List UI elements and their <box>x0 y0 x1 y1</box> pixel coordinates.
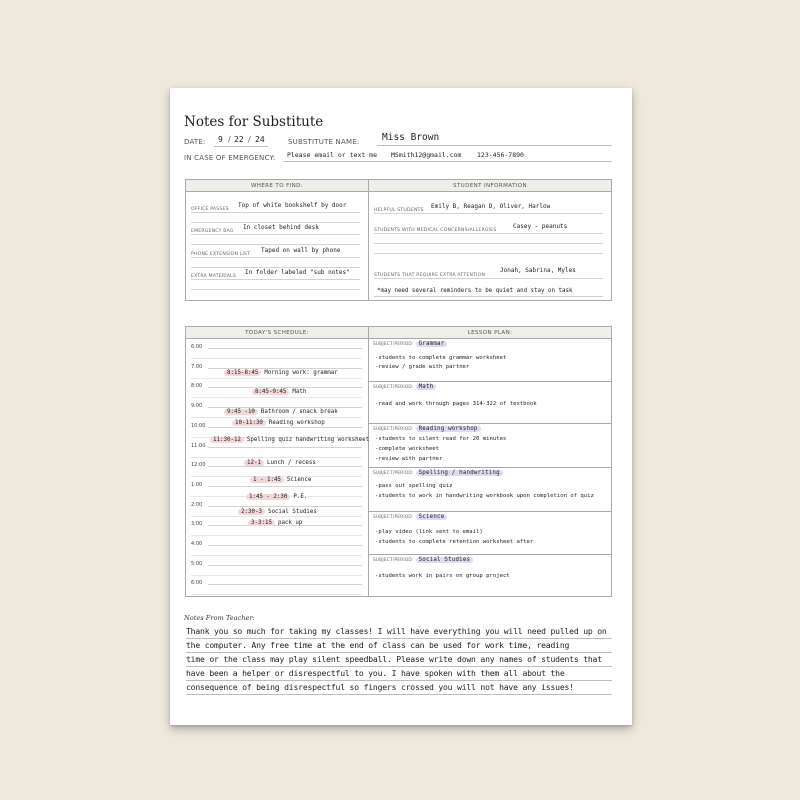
activity: Bathroom / snack break <box>260 409 338 415</box>
note-line: consequence of being disrespectful so fingers crossed you will not have any issues! <box>186 682 612 695</box>
substitute-name: Miss Brown <box>382 132 440 143</box>
field-value: In closet behind desk <box>243 224 319 231</box>
time-range: 10-11:30 <box>232 420 266 426</box>
notes-heading: Notes From Teacher: <box>184 614 255 622</box>
field-label: STUDENTS WITH MEDICAL CONCERNS/ALLERGIES <box>374 228 497 233</box>
field-value: In folder labeled "sub notes" <box>245 269 350 276</box>
time-label: 6:00 <box>191 580 203 587</box>
time-label: 12:00 <box>191 462 206 469</box>
field-label: PHONE EXTENSION LIST <box>191 252 251 257</box>
field-label: HELPFUL STUDENTS <box>374 208 424 213</box>
time-label: 10:00 <box>191 422 206 429</box>
subject-label: SUBJECT/PERIOD: <box>373 427 414 432</box>
lesson-line: -play video (link sent to email) <box>375 529 483 535</box>
activity: pack up <box>277 520 303 526</box>
time-label: 4:00 <box>191 541 203 547</box>
emergency-note: Please email or text me <box>287 151 378 159</box>
subject-tag: Spelling / handwriting <box>416 470 503 476</box>
date-slash: / <box>248 135 251 144</box>
note-line: Thank you so much for taking my classes! I will have everything you will need pulled up on <box>186 626 612 639</box>
date-label: DATE: <box>184 138 206 146</box>
schedule-entry <box>250 477 311 483</box>
field-value: Emily B, Reagan D, Oliver, Harlow <box>431 203 551 210</box>
time-range: 8:15-8:45 <box>224 370 261 376</box>
time-range: 3-3:15 <box>248 520 275 526</box>
emergency-email: MSmith12@gmail.com <box>391 151 462 159</box>
time-label: 7:00 <box>191 363 203 370</box>
subject-tag: Social Studies <box>416 557 474 563</box>
lesson-line: -review / grade with partner <box>375 364 470 370</box>
time-label: 8:00 <box>191 383 203 390</box>
date-day: 22 <box>234 135 244 144</box>
activity: P.E. <box>293 494 308 500</box>
schedule-entry <box>248 520 302 526</box>
activity: Social Studies <box>267 509 317 515</box>
note-line: time or the class may play silent speedball. Please write down any names of students that <box>186 654 612 667</box>
subject-tag: Reading workshop <box>416 426 481 432</box>
lesson-line: -students to work in handwriting workbook upon completion of quiz <box>375 493 594 499</box>
lesson-line: -students to complete grammar worksheet <box>375 355 507 361</box>
lesson-block <box>369 424 611 468</box>
field-label: STUDENTS THAT REQUIRE EXTRA ATTENTION <box>374 273 486 278</box>
time-range: 12-1 <box>244 460 264 466</box>
field-value: Top of white bookshelf by door <box>238 202 347 209</box>
lesson-line: -review with partner <box>375 456 443 462</box>
time-range: 1 - 1:45 <box>250 477 284 483</box>
activity: Morning work: grammar <box>264 370 338 376</box>
schedule-entry <box>224 370 338 376</box>
field-label: EXTRA MATERIALS <box>191 274 237 279</box>
time-range: 2:30-3 <box>238 509 265 515</box>
lesson-block <box>369 382 611 424</box>
subject-label: SUBJECT/PERIOD: <box>373 471 414 476</box>
time-range: 1:45 - 2:30 <box>246 494 290 500</box>
lesson-block <box>369 468 611 512</box>
lesson-line: -complete worksheet <box>375 446 439 452</box>
lesson-block <box>369 512 611 555</box>
time-label: 2:00 <box>191 501 203 508</box>
substitute-notes-sheet <box>170 88 632 725</box>
info-table <box>185 179 612 301</box>
activity: Spelling quiz handwriting worksheet <box>246 437 370 443</box>
schedule-entry <box>238 509 317 515</box>
student-information-heading: STUDENT INFORMATION <box>369 180 611 192</box>
lesson-block <box>369 555 611 597</box>
lesson-line: -pass out spelling quiz <box>375 483 453 489</box>
emergency-line <box>283 161 612 162</box>
activity: Math <box>292 389 307 395</box>
lesson-line: -students to complete retention worksheet after <box>375 539 534 545</box>
schedule-entry <box>246 494 307 500</box>
lesson-line: -read and work through pages 314-322 of textbook <box>375 401 537 407</box>
note-line: the computer. Any free time at the end of class can be used for work time, reading <box>186 640 612 653</box>
subject-label: SUBJECT/PERIOD: <box>373 342 414 347</box>
time-range: 8:45-9:45 <box>252 389 289 395</box>
lesson-line: -students to silent read for 20 minutes <box>375 436 507 442</box>
todays-schedule-section <box>186 327 368 596</box>
time-label: 6:00 <box>191 344 203 350</box>
date-year: 24 <box>255 135 265 144</box>
lesson-plan-heading: LESSON PLAN: <box>369 327 611 339</box>
time-label: 3:00 <box>191 521 203 528</box>
date-line <box>214 146 268 147</box>
activity: Lunch / recess <box>266 460 316 466</box>
field-value: Taped on wall by phone <box>261 247 341 254</box>
subject-label: SUBJECT/PERIOD: <box>373 385 414 390</box>
lesson-line: -students work in pairs on group project <box>375 573 510 579</box>
schedule-entry <box>232 420 325 426</box>
subject-tag: Math <box>416 384 437 390</box>
schedule-entry <box>244 460 316 466</box>
schedule-entry <box>252 389 306 395</box>
lesson-plan-section <box>369 327 611 596</box>
subject-tag: Grammar <box>416 341 448 347</box>
where-to-find-heading: WHERE TO FIND: <box>186 180 368 192</box>
emergency-label: IN CASE OF EMERGENCY: <box>184 154 276 162</box>
time-label: 5:00 <box>191 560 203 567</box>
schedule-entry <box>210 437 369 443</box>
field-value: Jonah, Sabrina, Myles <box>500 267 576 274</box>
date-month: 9 <box>218 135 223 144</box>
time-label: 1:00 <box>191 481 203 488</box>
subject-tag: Science <box>416 514 448 520</box>
field-label: EMERGENCY BAG <box>191 229 234 234</box>
page-title: Notes for Substitute <box>184 114 324 130</box>
field-value: Casey - peanuts <box>513 223 568 230</box>
where-to-find-section <box>186 180 368 300</box>
schedule-heading: TODAY'S SCHEDULE: <box>186 327 368 339</box>
extra-attention-note: *may need several reminders to be quiet and stay on task <box>377 288 573 294</box>
time-label: 11:00 <box>191 442 206 449</box>
subject-label: SUBJECT/PERIOD: <box>373 558 414 563</box>
activity: Reading workshop <box>268 420 325 426</box>
note-line: have been a helper or disrespectful to you. I have spoken with them all about the <box>186 668 612 681</box>
schedule-table <box>185 326 612 597</box>
time-range: 9:45 -10 <box>224 409 258 415</box>
field-label: OFFICE PASSES <box>191 207 229 212</box>
emergency-phone: 123-456-7890 <box>477 151 524 159</box>
lesson-block <box>369 339 611 382</box>
substitute-name-label: SUBSTITUTE NAME: <box>288 138 360 146</box>
date-slash: / <box>228 135 231 144</box>
student-information-section <box>369 180 611 300</box>
schedule-entry <box>224 409 338 415</box>
activity: Science <box>286 477 312 483</box>
time-label: 9:00 <box>191 403 203 410</box>
time-range: 11:30-12 <box>210 437 244 443</box>
substitute-name-line <box>377 145 612 146</box>
subject-label: SUBJECT/PERIOD: <box>373 515 414 520</box>
